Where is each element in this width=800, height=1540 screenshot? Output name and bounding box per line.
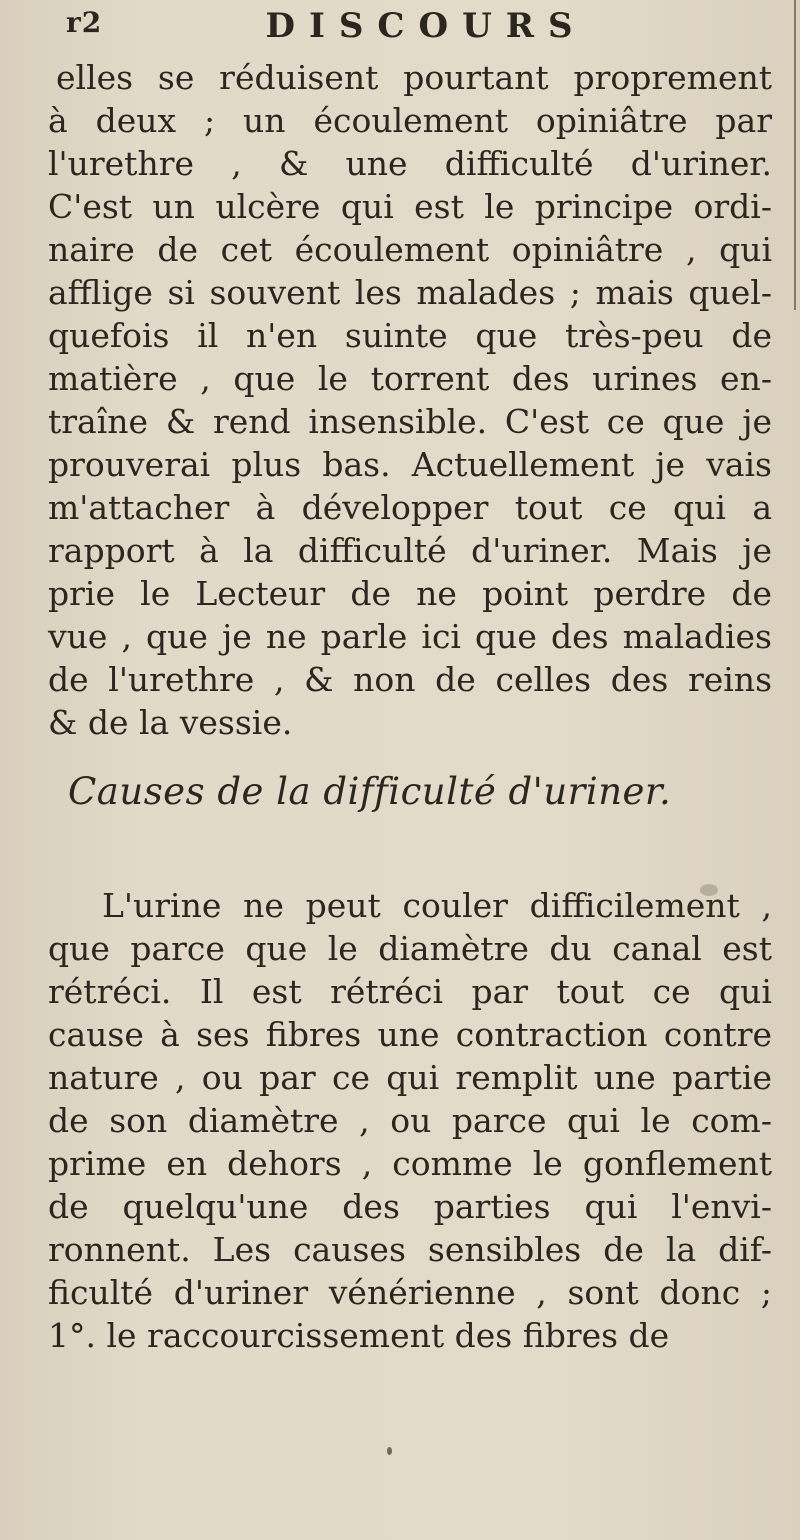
page-edge-line [794, 0, 796, 310]
text-line: à deux ; un écoulement opiniâtre par [48, 101, 772, 140]
text-line: L'urine ne peut couler difficilement , [102, 886, 772, 925]
text-line: vue , que je ne parle ici que des maladies [48, 617, 772, 656]
text-line: de quelqu'une des parties qui l'envi- [48, 1187, 772, 1226]
ink-dot [387, 1447, 392, 1455]
text-line: C'est un ulcère qui est le principe ordi- [48, 187, 772, 226]
text-line: matière , que le torrent des urines en- [48, 359, 772, 398]
text-line: l'urethre , & une difficulté d'uriner. [48, 144, 772, 183]
running-title: DISCOURS [265, 6, 587, 46]
section-heading-block [68, 770, 748, 820]
text-line: nature , ou par ce qui remplit une partie [48, 1058, 772, 1097]
text-line: 1°. le raccourcissement des fibres de [48, 1316, 670, 1355]
text-line: prouverai plus bas. Actuellement je vais [48, 445, 772, 484]
text-line: cause à ses fibres une contraction contre [48, 1015, 772, 1054]
section-heading: Causes de la difficulté d'uriner. [68, 770, 672, 813]
page-number: r2 [66, 6, 103, 39]
text-line: ronnent. Les causes sensibles de la dif- [48, 1230, 772, 1269]
paragraph-1 [48, 56, 772, 744]
text-line: prie le Lecteur de ne point perdre de [48, 574, 772, 613]
text-line: que parce que le diamètre du canal est [48, 929, 772, 968]
text-line: de son diamètre , ou parce qui le com- [48, 1101, 772, 1140]
text-line: traîne & rend insensible. C'est ce que je [48, 402, 772, 441]
text-line: afflige si souvent les malades ; mais quel- [48, 273, 772, 312]
text-line: quefois il n'en suinte que très-peu de [48, 316, 772, 355]
paragraph-2 [48, 884, 772, 1357]
text-line: ficulté d'uriner vénérienne , sont donc ; [48, 1273, 772, 1312]
page-header [66, 6, 786, 58]
text-line: rétréci. Il est rétréci par tout ce qui [48, 972, 772, 1011]
text-line: & de la vessie. [48, 703, 293, 742]
text-line: naire de cet écoulement opiniâtre , qui [48, 230, 772, 269]
text-line: elles se réduisent pourtant proprement [56, 58, 772, 97]
text-line: rapport à la difficulté d'uriner. Mais je [48, 531, 772, 570]
text-line: prime en dehors , comme le gonflement [48, 1144, 772, 1183]
text-line: de l'urethre , & non de celles des reins [48, 660, 772, 699]
text-line: m'attacher à développer tout ce qui a [48, 488, 772, 527]
